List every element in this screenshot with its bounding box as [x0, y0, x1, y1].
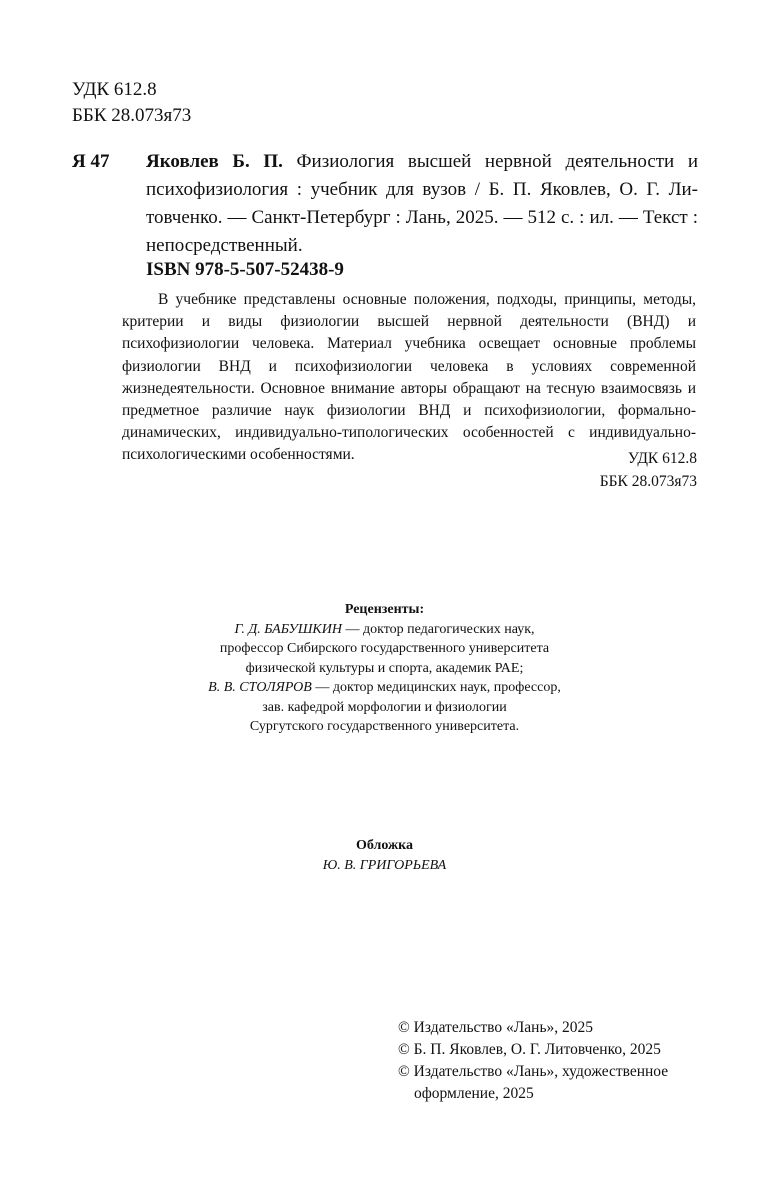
reviewer-2-degree: — доктор медицинских наук, профессор, — [311, 680, 561, 695]
cover-heading: Обложка — [355, 838, 414, 853]
abstract — [122, 289, 696, 467]
author-name: Яковлев Б. П. — [146, 151, 283, 172]
reviewers-block — [0, 600, 769, 737]
bib-line-3: товченко. — Санкт-Петербург : Лань, 2025. — 512 с. : ил. — — [146, 207, 638, 228]
reviewer-1-name: Г. Д. БАБУШКИН — [234, 621, 342, 637]
udk-bbk-top — [72, 77, 191, 129]
udk-bbk-right — [600, 447, 697, 493]
reviewer-1-degree: — доктор педагогических наук, — [341, 621, 535, 637]
cover-credit — [0, 836, 769, 876]
reviewer-2-name: В. В. СТОЛЯРОВ — [208, 680, 312, 695]
bib-line-4: Текст : непосредственный. — [146, 207, 699, 256]
reviewer-1-line-3: физической культуры и спорта, академик РАЕ; — [245, 660, 524, 676]
cover-designer: Ю. В. ГРИГОРЬЕВА — [322, 858, 447, 873]
abstract-text: В учебнике представлены основные положения, подходы, принципы, методы, критерии и виды физиологии высшей нервной деятельности (ВНД) и психофизиологии человека. Материал учебника освещает основные проблемы физиологии ВНД и психофизиологии человека в условиях современной жизнедеятельности. Основное внимание авторы обращают на тесную взаимосвязь и предметное различие наук физиологии ВНД и психофизиологии, формально-динамических, индивидуально-типологических особенностей с индивидуально-психологическими особенностями. — [122, 291, 696, 464]
copyright-design-cont: оформление, 2025 — [414, 1085, 534, 1102]
udk-code-right: УДК 612.8 — [627, 450, 697, 467]
udk-code: УДК 612.8 — [72, 79, 157, 100]
reviewer-1-line-1 — [0, 620, 769, 640]
bbk-code-right: ББК 28.073я73 — [599, 473, 697, 490]
bibliographic-record — [146, 148, 698, 260]
copyright-authors: © Б. П. Яковлев, О. Г. Литовченко, 2025 — [398, 1041, 661, 1058]
reviewer-2-line-2: зав. кафедрой морфологии и физиологии — [262, 699, 507, 715]
bib-line-2: психофизиология : учебник для вузов / Б. П. Яковлев, О. Г. Ли- — [146, 179, 698, 200]
reviewers-heading: Рецензенты: — [344, 602, 425, 617]
copyright-design: © Издательство «Лань», художественное — [398, 1063, 669, 1080]
author-mark: Я 47 — [72, 151, 110, 172]
reviewer-2-line-1 — [0, 678, 769, 698]
reviewer-2-line-3: Сургутского государственного университета. — [249, 719, 520, 734]
bbk-code: ББК 28.073я73 — [72, 105, 192, 126]
copyright-publisher: © Издательство «Лань», 2025 — [398, 1019, 594, 1036]
book-title: Физиология высшей нервной деятельности и — [296, 151, 699, 172]
isbn: ISBN 978-5-507-52438-9 — [146, 259, 344, 280]
reviewer-1-line-2: профессор Сибирского государственного университета — [219, 641, 550, 656]
copyright-block — [398, 1017, 668, 1105]
